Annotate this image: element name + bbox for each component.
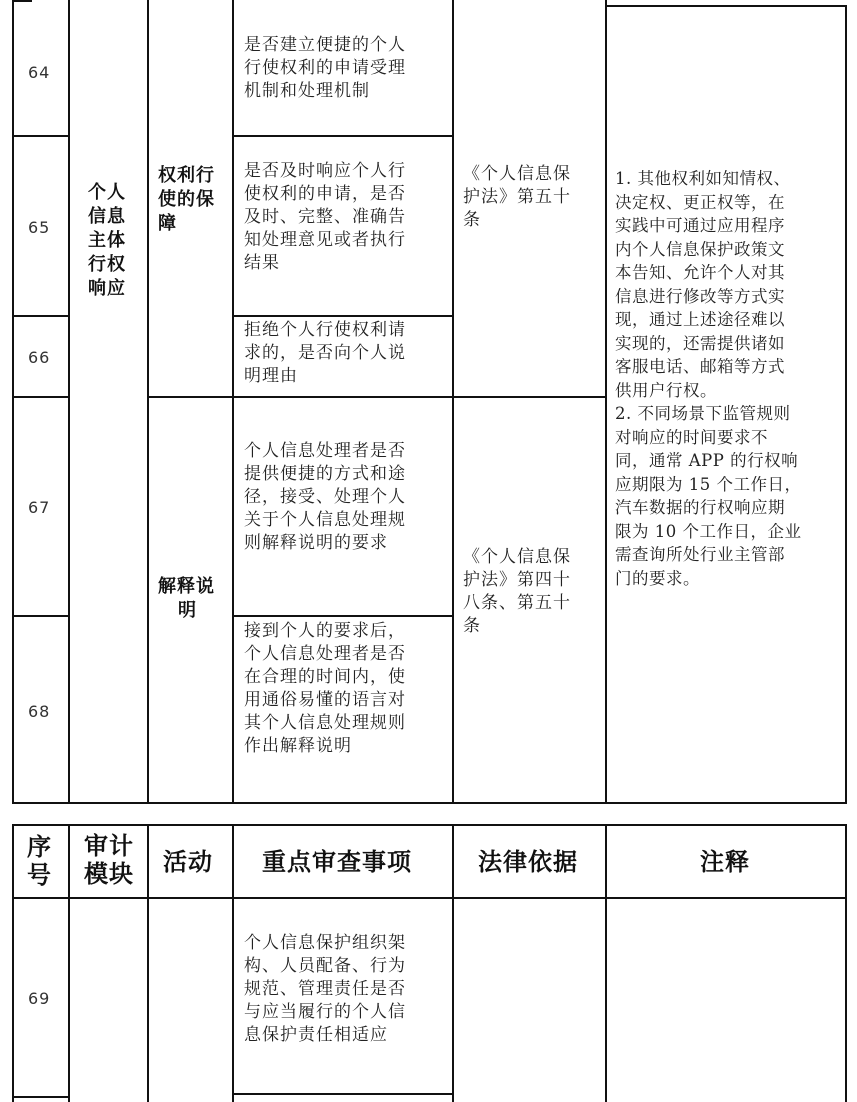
row-number: 65: [28, 218, 51, 237]
review-item-cell: 个人信息处理者是否 提供便捷的方式和途 径，接受、处理个人 关于个人信息处理规 则解释说明的要求: [244, 441, 406, 553]
header-audit-module: 审计 模块: [84, 832, 134, 888]
review-item-cell: 是否及时响应个人行 使权利的申请，是否 及时、完整、准确告 知处理意见或者执行 结果: [244, 161, 406, 273]
review-item-cell: 拒绝个人行使权利请 求的，是否向个人说 明理由: [244, 320, 406, 386]
row-number: 66: [28, 348, 51, 367]
header-legal-basis: 法律依据: [478, 848, 578, 876]
row-number: 64: [28, 63, 51, 82]
header-serial-number: 序 号: [27, 833, 52, 889]
row-number: 69: [28, 989, 51, 1008]
header-notes: 注释: [700, 848, 750, 876]
activity-cell: 解释说 明: [158, 576, 215, 621]
row-number: 68: [28, 702, 51, 721]
header-activity: 活动: [163, 848, 213, 876]
activity-cell: 权利行 使的保 障: [158, 165, 215, 234]
row-number: 67: [28, 498, 51, 517]
review-item-cell: 是否建立便捷的个人 行使权利的申请受理 机制和处理机制: [244, 35, 406, 101]
audit-module-cell: 个人 信息 主体 行权 响应: [88, 182, 126, 299]
review-item-cell: 个人信息保护组织架 构、人员配备、行为 规范、管理责任是否 与应当履行的个人信 息保护责任相适应: [244, 933, 406, 1045]
note-cell: 1. 其他权利如知情权、 决定权、更正权等，在 实践中可通过应用程序 内个人信息保护政策文 本告知、允许个人对其 信息进行修改等方式实 现，通过上述途径难以 实现的，还需提供诸如 客服电话、邮箱等方式 供用户行权。 2. 不同场景下监管规则 对响应的时间要求不 同，通常 APP 的行权响 应期限为 15 个工作日， 汽车数据的行权响应期 限为 10 个工作日，企业 需查询所处行业主管部 门的要求。: [615, 169, 802, 588]
legal-basis-cell: 《个人信息保 护法》第五十 条: [463, 164, 571, 230]
review-item-cell: 接到个人的要求后， 个人信息处理者是否 在合理的时间内，使 用通俗易懂的语言对 其个人信息处理规则 作出解释说明: [244, 621, 406, 756]
header-review-items: 重点审查事项: [262, 848, 412, 876]
legal-basis-cell: 《个人信息保 护法》第四十 八条、第五十 条: [463, 547, 571, 636]
